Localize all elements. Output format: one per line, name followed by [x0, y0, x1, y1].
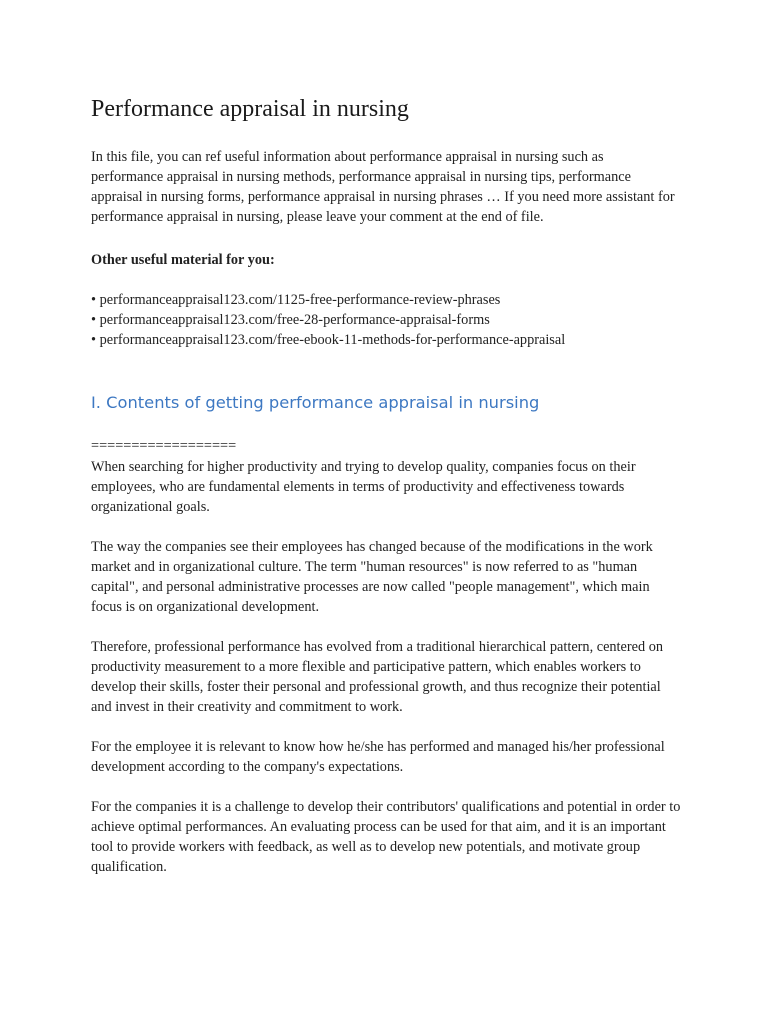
- useful-links-list: [91, 290, 565, 350]
- body-paragraph: When searching for higher productivity and trying to develop quality, companies focus on their employees, who are fundamental elements in terms of productivity and effectiveness towards organizational goals.: [91, 459, 636, 515]
- useful-link-text[interactable]: performanceappraisal123.com/1125-free-performance-review-phrases: [99, 292, 501, 308]
- useful-link-text[interactable]: performanceappraisal123.com/free-ebook-11-methods-for-performance-appraisal: [99, 332, 566, 348]
- useful-link-item[interactable]: [91, 330, 565, 350]
- body-paragraph: The way the companies see their employees has changed because of the modifications in the work market and in organizational culture. The term "human resources" is now referred to as "human capital", and personal administrative processes are now called "people management", which main focus is on organizational development.: [91, 539, 653, 615]
- separator-line: ==================: [91, 438, 237, 454]
- other-material-heading: Other useful material for you:: [91, 252, 275, 268]
- intro-paragraph: In this file, you can ref useful information about performance appraisal in nursing such as performance appraisal in nursing methods, performance appraisal in nursing tips, performance appraisal in nursing forms, performance appraisal in nursing phrases … If you need more assistant for performance appraisal in nursing, please leave your comment at the end of file.: [91, 149, 675, 225]
- body-paragraph: For the employee it is relevant to know how he/she has performed and managed his/her professional development according to the company's expectations.: [91, 739, 665, 775]
- section-body: [91, 457, 681, 897]
- body-paragraph: Therefore, professional performance has evolved from a traditional hierarchical pattern, centered on productivity measurement to a more flexible and participative pattern, which enables workers to develop their skills, foster their personal and professional growth, and thus recognize their potential and invest in their creativity and commitment to work.: [91, 639, 664, 715]
- useful-link-item[interactable]: [91, 290, 565, 310]
- useful-link-text[interactable]: performanceappraisal123.com/free-28-performance-appraisal-forms: [99, 312, 490, 328]
- useful-link-item[interactable]: [91, 310, 565, 330]
- document-title: Performance appraisal in nursing: [91, 96, 409, 122]
- section-heading: I. Contents of getting performance appraisal in nursing: [91, 393, 540, 412]
- body-paragraph: For the companies it is a challenge to develop their contributors' qualifications and potential in order to achieve optimal performances. An evaluating process can be used for that aim, and it is an important tool to provide workers with feedback, as well as to develop new potentials, and motivate group qualification.: [91, 799, 681, 875]
